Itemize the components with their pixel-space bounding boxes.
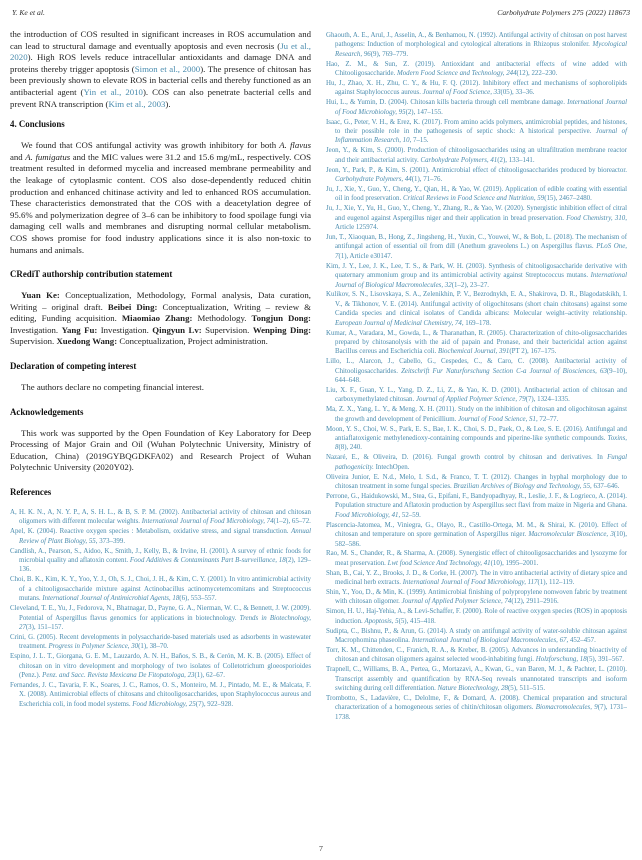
text-segment: Xuedong Wang: bbox=[56, 336, 118, 347]
text-segment: (8), 240. bbox=[338, 444, 362, 452]
running-head-author: Y. Ke et al. bbox=[12, 8, 45, 17]
competing-interest-paragraph bbox=[10, 382, 311, 394]
text-segment: Progress in Polymer Science, 30 bbox=[48, 643, 139, 651]
text-segment: Food Microbiology, 25 bbox=[132, 700, 196, 708]
text-segment: Yuan Ke: bbox=[21, 290, 60, 301]
text-segment: Sudipta, C., Bishnu, P., & Arun, G. (2014). A study on antifungal activity of water-soluble chitosan against Macrophomina phaseolina. bbox=[326, 627, 627, 645]
text-segment: Trapnell, C., Williams, B. A., Pertea, G., Mortazavi, A., Kwan, G., van Baren, M. J., & Pachter, L. (2010). Transcript assembly and quantification by RNA-Seq reveals unannotated transcripts and isoform switching during cell differentiation. bbox=[326, 666, 627, 693]
text-segment: Ju, J., Xie, Y., Yu, H., Guo, Y., Cheng, Y., Zhang, R., & Yao, W. (2020). Synergistic inhibition effect of citral and eugenol against Aspergillus niger and their application in bread preservation. bbox=[326, 205, 627, 222]
reference-item[interactable] bbox=[326, 607, 627, 626]
reference-item[interactable] bbox=[10, 527, 311, 546]
text-segment: Food Additives & Contaminants Part B-surveillance, 18 bbox=[129, 557, 286, 565]
text-segment: Toxins, 8 bbox=[335, 435, 627, 452]
references-left bbox=[10, 508, 311, 709]
text-segment: International Journal of Food Microbiology, 117 bbox=[402, 579, 538, 587]
citation-link[interactable]: Kim et al., 2003 bbox=[108, 98, 166, 109]
text-segment: A, H. K. N., A, N. Y. P., A, S. H. L., & B, S. P. M. (2002). Antibacterial activity of chitosan and chitosan oligomers with different molecular weights. bbox=[10, 509, 311, 526]
text-segment: Food Microbiology, 41 bbox=[335, 511, 399, 519]
text-segment: ). High ROS levels reduce intracellular antioxidants and damage DNA and proteins thereby trigger apoptosis ( bbox=[10, 52, 311, 74]
reference-item[interactable] bbox=[326, 569, 627, 588]
reference-item[interactable] bbox=[326, 60, 627, 79]
reference-item[interactable] bbox=[326, 290, 627, 328]
reference-item[interactable] bbox=[10, 547, 311, 575]
text-segment: (7), 1731–1738. bbox=[335, 704, 627, 721]
reference-item[interactable] bbox=[326, 146, 627, 165]
text-segment: Brazilian Archives of Biology and Technology, 55 bbox=[453, 483, 591, 491]
text-segment: International Journal of Food Microbiology, 74 bbox=[141, 518, 274, 526]
text-segment: Ma, Z. X., Yang, L. Y., & Meng, X. H. (2011). Study on the inhibition of chitosan and oligochitosan against the growth and development of Penicillium. bbox=[326, 406, 627, 423]
text-segment: Carbohydrate Polymers, 41 bbox=[420, 156, 498, 164]
text-segment: Kumar, A., Varadara, M., Gowda, L., & Tharanathan, R. (2005). Characterization of chito-oligosaccharides prepared by chitosanolysis with the aid of papain and Pronase, and their bactericidal action against Bacillus cereus and Escherichia coli. bbox=[326, 329, 627, 356]
text-segment: (12), 2911–2916. bbox=[511, 598, 559, 606]
text-segment: (2), 133–141. bbox=[497, 156, 535, 164]
text-segment: (PT 2), 167–175. bbox=[509, 348, 557, 356]
section-heading-competing-interest: Declaration of competing interest bbox=[10, 361, 137, 372]
text-segment: European Journal of Medicinal Chemistry, 74 bbox=[335, 319, 462, 327]
text-segment: Critical Reviews in Food Science and Nutrition, 59 bbox=[402, 195, 545, 203]
text-segment: Cleveland, T. E., Yu, J., Fedorova, N., Bhatnagar, D., Payne, G. A., Nierman, W. C., & Bennett, J. W. (2009). Potential of Aspergillus flavus genomics for applications in biotechnology. bbox=[10, 605, 311, 622]
text-segment: Choi, B. K., Kim, K. Y., Yoo, Y. J., Oh, S. J., Choi, J. H., & Kim, C. Y. (2001). In vitro antimicrobial activity of a chitooligosaccharide mixture against Actinobacillus actinomycetemcomitans and Streptococcus mutans. bbox=[10, 576, 311, 603]
text-segment: Kim, J. Y., Lee, J. K., Lee, T. S., & Park, W. H. (2003). Synthesis of chitooligosaccharide derivative with quaternary ammonium group and its antimicrobial activity against Streptococcus mutans. bbox=[326, 262, 627, 280]
text-segment: International Journal of Biological Macromolecules, 32 bbox=[335, 272, 627, 289]
intro-paragraph bbox=[10, 29, 311, 110]
text-segment: Qingyun Lv: bbox=[152, 324, 202, 335]
reference-item[interactable] bbox=[326, 118, 627, 146]
reference-item[interactable] bbox=[326, 79, 627, 98]
text-segment: (6), 553–557. bbox=[179, 595, 217, 603]
text-segment: Zeitschrift Fur Naturforschung Section C-a Journal of Biosciences, 63 bbox=[401, 367, 607, 375]
references-right bbox=[326, 31, 627, 722]
text-segment: (1), 62–67. bbox=[194, 671, 225, 679]
text-segment: Perrone, G., Haidukowski, M., Stea, G., Epifani, F., Bandyopadhyay, R., Leslie, J. F., & Logrieco, A. (2014). Population structure and Aflatoxin production by Aspergillus sect flavi from maize in Nigeria and Ghana. bbox=[326, 493, 627, 510]
left-column bbox=[10, 29, 311, 723]
text-segment: (1), 112–119. bbox=[537, 579, 575, 587]
text-segment: This work was supported by the Open Foundation of Key Laboratory for Deep Processing of Major Grain and Oil (Wuhan Polytechnic University, Ministry of Education, China) (2019GYBQGDKFA02) and Research Project of Wuhan Polytechnic University (2020Y02). bbox=[10, 427, 311, 473]
text-segment: (10), 582–586. bbox=[335, 531, 627, 548]
text-segment: Hui, L., & Yumin, D. (2004). Chitosan kills bacteria through cell membrane damage. bbox=[326, 99, 568, 107]
section-heading-acknowledgements: Acknowledgements bbox=[10, 406, 84, 417]
text-segment: , Article 125974. bbox=[335, 214, 627, 232]
reference-item[interactable] bbox=[10, 508, 311, 527]
text-segment: Carbohydrate Polymers, 44 bbox=[335, 176, 412, 184]
reference-item[interactable] bbox=[326, 357, 627, 385]
text-segment: We found that COS antifungal activity was growth inhibitory for both bbox=[21, 140, 280, 151]
text-segment: (9), 769–779. bbox=[370, 50, 409, 58]
reference-item[interactable] bbox=[326, 386, 627, 405]
text-segment: (15), 2467–2480. bbox=[544, 195, 592, 203]
text-segment: (1–2), 65–72. bbox=[273, 518, 311, 526]
text-segment: ). bbox=[165, 98, 171, 109]
text-segment: (2), 129–136. bbox=[19, 557, 311, 574]
right-column bbox=[326, 29, 627, 723]
text-segment: (3), 151–157. bbox=[25, 623, 64, 631]
conclusions-paragraph bbox=[10, 140, 311, 256]
reference-item[interactable] bbox=[326, 329, 627, 357]
text-segment: , 52–59. bbox=[398, 511, 421, 519]
section-heading-references: References bbox=[10, 487, 52, 498]
reference-item[interactable] bbox=[326, 185, 627, 204]
text-segment: Plascencia-Jatomea, M., Viniegra, G., Olayo, R., Castillo-Ortega, M. M., & Shirai, K. (2010). Effect of chitosan and temperature on spore germination of Aspergillus niger. bbox=[326, 521, 627, 539]
text-segment: International Journal of Food Microbiology, 95 bbox=[335, 99, 627, 116]
text-segment: ). COS can also penetrate bacterial cells and prevent RNA transcription ( bbox=[10, 86, 311, 109]
text-segment: Investigation. bbox=[97, 324, 153, 335]
text-segment: , 452–457. bbox=[566, 637, 596, 645]
text-segment: and bbox=[10, 151, 26, 162]
text-segment: (5), 415–418. bbox=[398, 617, 436, 625]
page-number: 7 bbox=[319, 844, 323, 853]
reference-item[interactable] bbox=[326, 233, 627, 261]
reference-item[interactable] bbox=[10, 604, 311, 632]
text-segment: Oliveira Junior, E. N.d., Melo, I. S.d., & Franco, T. T. (2012). Changes in hyphal morphology due to chitosan treatment in some fungal species. bbox=[326, 473, 627, 491]
text-segment: Wenping Ding: bbox=[252, 324, 312, 335]
citation-link[interactable]: Simon et al., 2000 bbox=[134, 63, 201, 74]
text-segment: Nature Biotechnology, 28 bbox=[437, 685, 509, 693]
text-segment: Annual Review of Plant Biology, 55 bbox=[19, 528, 311, 545]
two-column-layout bbox=[10, 29, 632, 723]
text-segment: (9–10), 644–648. bbox=[335, 367, 627, 385]
text-segment: Jeon, Y., Park, P., & Kim, S. (2001). Antimicrobial effect of chitooligosaccharides produced by bioreactor. bbox=[326, 166, 627, 174]
text-segment: Beibei Ding: bbox=[107, 301, 158, 312]
text-segment: Conceptualization, Project administration. bbox=[117, 336, 268, 347]
text-segment: Penz. and Sacc. Revista Mexicana De Fitopatologa, 23 bbox=[42, 671, 195, 679]
text-segment: Kulikov, S. N., Lisovskaya, S. A., Zelenikhin, P. V., Bezrodnykh, E. A., Shakirova, D. R., Blagodatskikh, I. V., & Tikhonov, V. E. (2014). Antifungal activity of oligochitosans (short chain chitosans) against some Candida species and clinical isolates of Candida albicans: Molecular weight–activity relationship. bbox=[326, 291, 627, 318]
reference-item[interactable] bbox=[326, 425, 627, 453]
reference-item[interactable] bbox=[326, 453, 627, 472]
acknowledgements-paragraph bbox=[10, 428, 311, 474]
text-segment: Investigation. bbox=[10, 324, 62, 335]
text-segment: Lwt food Science And Technology, 41 bbox=[387, 559, 491, 567]
text-segment: , 637–646. bbox=[590, 483, 620, 491]
text-segment: Hao, Z. M., & Sun, Z. (2019). Antioxidant and antibacterial effects of wine added with Chitooligosaccharide. bbox=[326, 60, 627, 78]
text-segment: , 72–77. bbox=[535, 415, 559, 423]
text-segment: Tongjun Dong: bbox=[251, 313, 311, 324]
reference-item[interactable] bbox=[326, 665, 627, 693]
reference-item[interactable] bbox=[326, 31, 627, 59]
text-segment: ). The presence of chitosan has been previously shown to elevate ROS in bacterial cells and thereby functioned as an antibacterial agent ( bbox=[10, 63, 311, 97]
text-segment: Lillo, L., Alarcon, J., Cabello, G., Cespedes, C., & Caro, C. (2008). Antibacterial activity of Chitooligosaccharides. bbox=[326, 358, 627, 375]
text-segment: Trends in Biotechnology, 27 bbox=[19, 614, 311, 631]
text-segment: (10), 1995–2001. bbox=[490, 559, 539, 567]
text-segment: Food Chemistry, 310 bbox=[566, 214, 626, 222]
reference-item[interactable] bbox=[326, 627, 627, 646]
section-heading-credit: CRediT authorship contribution statement bbox=[10, 269, 173, 280]
text-segment: Macromolecular Bioscience, 3 bbox=[528, 531, 614, 539]
text-segment: A. fumigatus bbox=[25, 151, 71, 162]
text-segment: , 373–399. bbox=[95, 537, 126, 545]
reference-item[interactable] bbox=[10, 575, 311, 603]
reference-item[interactable] bbox=[326, 473, 627, 492]
text-segment: Moon, Y. S., Choi, W. S., Park, E. S., Bae, I. K., Choi, S. D., Paek, O., & Lee, S. E. (2016). Antifungal and antiaflatoxigenic methylenedioxy-containing compounds and piperine-like synthetic compounds. bbox=[326, 425, 627, 443]
reference-item[interactable] bbox=[326, 588, 627, 607]
text-segment: Fernandes, J. C., Tavaria, F. K., Soares, J. C., Ramos, O. S., Monteiro, M. J., Pintado, M. E., & Malcata, F. X. (2008). Antimicrobial effects of chitosans and chitooligosaccharides, upon Staphylococcus aureus and Escherichia coli, in food model systems. bbox=[10, 681, 311, 708]
text-segment: Hu, J., Zhao, X. H., Zhu, C. Y., & Hu, F. Q. (2012). Inhibitory effect and mechanisms of sophorolipids against Staphylococcus aureus. bbox=[326, 80, 627, 97]
reference-item[interactable] bbox=[326, 98, 627, 117]
text-segment: Fungal pathogenicity. bbox=[335, 454, 627, 471]
text-segment: Modern Food Science and Technology, 244 bbox=[397, 70, 517, 78]
text-segment: Biochemical Journal, 391 bbox=[437, 348, 510, 356]
text-segment: (1), Article e30147. bbox=[338, 252, 393, 260]
text-segment: Journal of Applied Polymer Science, 79 bbox=[415, 396, 526, 404]
running-head-journal: Carbohydrate Polymers 275 (2022) 118673 bbox=[497, 8, 630, 17]
text-segment: Liu, X. F., Guan, Y. L., Yang, D. Z., Li, Z., & Yao, K. D. (2001). Antibacterial action of chitosan and carboxymethylated chitosan. bbox=[326, 387, 627, 404]
text-segment: Ghaouth, A. E., Arul, J., Asselin, A., & Benhamou, N. (1992). Antifungal activity of chitosan on post harvest pathogens: Induction of morphological and cytological alterations in Rhizopus stolonifer. bbox=[326, 32, 627, 49]
text-segment: (7), 1324–1335. bbox=[525, 396, 570, 404]
text-segment: Mycological Research, 96 bbox=[335, 41, 627, 58]
text-segment: Biomacromolecules, 9 bbox=[535, 704, 598, 712]
reference-item[interactable] bbox=[326, 166, 627, 185]
text-segment: (2), 147–155. bbox=[405, 108, 443, 116]
text-segment: (5), 511–515. bbox=[508, 685, 546, 693]
credit-paragraph bbox=[10, 290, 311, 348]
text-segment: the introduction of COS resulted in significant increases in ROS accumulation and can lead to structural damage and eventually apoptosis and even necrosis ( bbox=[10, 29, 311, 51]
text-segment: Simon, H. U., Haj-Yehia, A., & Levi-Schaffer, F. (2000). Role of reactive oxygen species (ROS) in apoptosis induction. bbox=[326, 608, 627, 625]
text-segment: Supervision. bbox=[10, 336, 57, 347]
reference-item[interactable] bbox=[10, 652, 311, 680]
text-segment: International Journal of Biological Macromolecules, 67 bbox=[411, 637, 567, 645]
text-segment: Conceptualization, Writing – review & editing, Funding acquisition. bbox=[10, 301, 311, 324]
text-segment: and the MIC values were 31.2 and 15.6 mg/mL, respectively. COS treatment resulted in deformed mycelia and increased membrane permeability and the leakage of cytoplasmic content. COS also dose-dependently reduced chitin production and enhanced chitinase activity and led to enhanced ROS accumulation. These characteristics demonstrated that the COS with a deacetylation degree of 95.6% and polymerization degree of 3–6 can be inhibitory to food spoilage fungi via damaging cell walls and membranes and disrupting normal cellular metabolism. COS shows promise for food industry applications since it is also non-toxic to humans and animals. bbox=[10, 151, 311, 255]
text-segment: , 169–178. bbox=[461, 319, 492, 327]
text-segment: Apel, K. (2004). Reactive oxygen species : Metabolism, oxidative stress, and signal transduction. bbox=[10, 528, 292, 536]
text-segment: Methodology. bbox=[192, 313, 252, 324]
text-segment: IntechOpen. bbox=[373, 463, 410, 471]
section-heading-conclusions: 4. Conclusions bbox=[10, 119, 65, 130]
text-segment: Miaomiao Zhang: bbox=[121, 313, 193, 324]
text-segment: Journal of Applied Polymer Science, 74 bbox=[401, 598, 512, 606]
reference-item[interactable] bbox=[326, 492, 627, 520]
text-segment: (7), 922–928. bbox=[195, 700, 234, 708]
running-head bbox=[10, 6, 632, 17]
text-segment: Journal of Food Science, 33 bbox=[422, 89, 501, 97]
text-segment: Supervision. bbox=[201, 324, 253, 335]
citation-link[interactable]: Ju et al., 2020 bbox=[10, 40, 311, 63]
reference-item[interactable] bbox=[10, 633, 311, 652]
text-segment: (1), 38–70. bbox=[138, 643, 169, 651]
text-segment: PLoS One, 7 bbox=[335, 243, 627, 260]
text-segment: Isaac, G., Peter, V. H., & Erez, K. (2017). From amino acids polymers, antimicrobial peptides, and histones, to their possible role in the pathogenesis of septic shock: A historical perspective. bbox=[326, 118, 627, 136]
text-segment: Yang Fu: bbox=[61, 324, 98, 335]
text-segment: Shin, Y., Yoo, D., & Min, K. (1999). Antimicrobial finishing of polypropylene nonwoven fabric by treatment with chitosan oligomer. bbox=[326, 589, 627, 606]
text-segment: Holzforschung, 18 bbox=[535, 656, 587, 664]
text-segment: (5), 391–567. bbox=[586, 656, 624, 664]
text-segment: International Journal of Antimicrobial Agents, 18 bbox=[42, 595, 180, 603]
text-segment: Jun, T., Xiaoquan, B., Hong, Z., Jingsheng, H., Yuxin, C., Youwei, W., & Bob, L. (2018). The mechanism of antifungal action of essential oil from dill (Anethum graveolens L.) on Aspergillus flavus. bbox=[326, 234, 627, 251]
text-segment: Crini, G. (2005). Recent developments in polysaccharide-based materials used as adsorbents in wastewater treatment. bbox=[10, 633, 311, 651]
text-segment: (1), 71–76. bbox=[411, 176, 443, 184]
text-segment: Conceptualization, Methodology, Formal analysis, Data curation, Writing – original draft. bbox=[10, 290, 311, 312]
text-segment: Apoptosis, 5 bbox=[364, 617, 399, 625]
text-segment: Journal of Food Science, S1 bbox=[458, 415, 536, 423]
text-segment: Candlish, A., Pearson, S., Aidoo, K., Smith, J., Kelly, B., & Irvine, H. (2001). A survey of ethnic foods for microbial quality and aflatoxin content. bbox=[10, 547, 311, 565]
reference-item[interactable] bbox=[326, 204, 627, 232]
text-segment: (1–2), 23–27. bbox=[451, 281, 490, 289]
text-segment: (12), 222–230. bbox=[516, 70, 558, 78]
text-segment: Espino, J. L. T., Giorgana, G. E. M., Lauzardo, A. N. H., Baños, S. B., & Cerón, M. K. B. (2005). Effect of chitosan on in vitro development and morphology of two isolates of Colletotrichum gloeosporioides (Penz.). bbox=[10, 653, 311, 679]
text-segment: Jeon, Y., & Kim, S. (2000). Production of chitooligosaccharides using an ultrafiltration membrane reactor and their antibacterial activity. bbox=[326, 147, 627, 164]
reference-item[interactable] bbox=[326, 694, 627, 722]
text-segment: Journal of Inflammation Research, 10 bbox=[335, 128, 627, 145]
citation-link[interactable]: Yin et al., 2010 bbox=[83, 86, 143, 97]
text-segment: Rao, M. S., Chander, R., & Sharma, A. (2008). Synergistic effect of chitooligosaccharides and lysozyme for meat preservation. bbox=[326, 550, 627, 567]
text-segment: (05), 33–36. bbox=[500, 89, 535, 97]
text-segment: Torr, K. M., Chittenden, C., Franich, R. A., & Kreber, B. (2005). Advances in understanding bioactivity of chitosan and chitosan oligomers against selected wood-inhabiting fungi. bbox=[326, 647, 627, 664]
text-segment: , 7–15. bbox=[409, 137, 429, 145]
reference-item[interactable] bbox=[326, 405, 627, 424]
text-segment: Shan, B., Cai, Y. Z., Brooks, J. D., & Corke, H. (2007). The in vitro antibacterial activity of dietary spice and medicinal herb extracts. bbox=[326, 569, 627, 587]
reference-item[interactable] bbox=[10, 681, 311, 709]
reference-item[interactable] bbox=[326, 646, 627, 665]
text-segment: Trombotto, S., Ladavière, C., Delolme, F., & Domard, A. (2008). Chemical preparation and structural characterization of a homogeneous series of chitin/chitosan oligomers. bbox=[326, 695, 627, 712]
reference-item[interactable] bbox=[326, 549, 627, 568]
text-segment: Nazaré, E., & Oliveira, D. (2016). Fungal growth control by chitosan and derivatives. In bbox=[326, 454, 608, 462]
reference-item[interactable] bbox=[326, 262, 627, 290]
text-segment: Ju, J., Xie, Y., Guo, Y., Cheng, Y., Qian, H., & Yao, W. (2019). Application of edible coating with essential oil in food preservation. bbox=[326, 186, 627, 203]
text-segment: The authors declare no competing financial interest. bbox=[21, 382, 204, 393]
reference-item[interactable] bbox=[326, 521, 627, 549]
text-segment: A. flavus bbox=[279, 140, 311, 151]
